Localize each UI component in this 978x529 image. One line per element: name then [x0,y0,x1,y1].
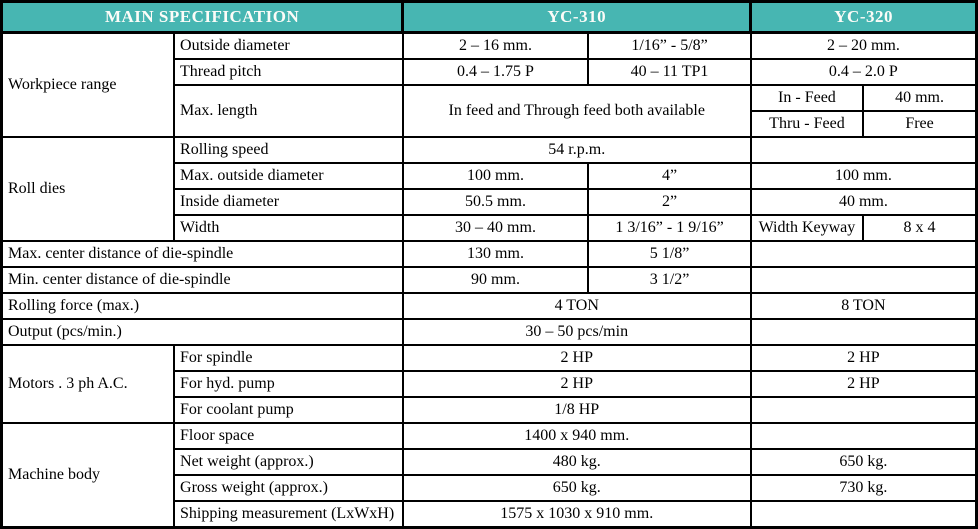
yc310-column-header: YC-310 [403,2,751,33]
table-header-row [2,2,977,33]
outside-diameter-yc310-metric: 2 – 16 mm. [403,33,589,60]
gross-weight-yc310: 650 kg. [403,475,751,501]
max-center-distance-yc310-metric: 130 mm. [403,241,589,267]
max-length-yc320-thrufeed-value: Free [863,111,976,137]
max-length-yc320-infeed-label: In - Feed [751,85,863,111]
thread-pitch-label: Thread pitch [174,59,403,85]
motor-coolant-pump-yc320 [751,397,977,423]
floor-space-yc310: 1400 x 940 mm. [403,423,751,449]
net-weight-yc310: 480 kg. [403,449,751,475]
thread-pitch-yc310-imperial: 40 – 11 TP1 [588,59,750,85]
min-center-distance-yc310-imperial: 3 1/2” [588,267,750,293]
max-center-distance-label: Max. center distance of die-spindle [2,241,403,267]
table-row [2,423,977,449]
max-length-yc320-infeed-value: 40 mm. [863,85,976,111]
motor-coolant-pump-yc310: 1/8 HP [403,397,751,423]
table-row [2,137,977,163]
max-outside-diameter-label: Max. outside diameter [174,163,403,189]
motor-hyd-pump-label: For hyd. pump [174,371,403,397]
thread-pitch-yc310-metric: 0.4 – 1.75 P [403,59,589,85]
shipping-measurement-label: Shipping measurement (LxWxH) [174,501,403,528]
width-yc310-imperial: 1 3/16” - 1 9/16” [588,215,750,241]
rolling-force-yc310: 4 TON [403,293,751,319]
motor-spindle-yc310: 2 HP [403,345,751,371]
max-center-distance-yc310-imperial: 5 1/8” [588,241,750,267]
table-row [2,267,977,293]
motor-spindle-yc320: 2 HP [751,345,977,371]
max-outside-diameter-yc320: 100 mm. [751,163,977,189]
floor-space-yc320 [751,423,977,449]
table-row [2,33,977,60]
width-yc320-keyway-label: Width Keyway [751,215,863,241]
output-yc310: 30 – 50 pcs/min [403,319,751,345]
machine-body-category: Machine body [2,423,175,528]
max-outside-diameter-yc310-metric: 100 mm. [403,163,589,189]
width-yc310-metric: 30 – 40 mm. [403,215,589,241]
inside-diameter-yc320: 40 mm. [751,189,977,215]
shipping-measurement-yc320 [751,501,977,528]
main-specification-header: MAIN SPECIFICATION [2,2,403,33]
motor-hyd-pump-yc310: 2 HP [403,371,751,397]
width-label: Width [174,215,403,241]
floor-space-label: Floor space [174,423,403,449]
max-length-yc310: In feed and Through feed both available [403,85,751,137]
max-length-label: Max. length [174,85,403,137]
rolling-speed-yc310: 54 r.p.m. [403,137,751,163]
gross-weight-yc320: 730 kg. [751,475,977,501]
output-label: Output (pcs/min.) [2,319,403,345]
max-center-distance-yc320 [751,241,977,267]
rolling-speed-yc320 [751,137,977,163]
max-outside-diameter-yc310-imperial: 4” [588,163,750,189]
table-row [2,319,977,345]
outside-diameter-yc320: 2 – 20 mm. [751,33,977,60]
inside-diameter-label: Inside diameter [174,189,403,215]
net-weight-label: Net weight (approx.) [174,449,403,475]
net-weight-yc320: 650 kg. [751,449,977,475]
rolling-force-label: Rolling force (max.) [2,293,403,319]
outside-diameter-label: Outside diameter [174,33,403,60]
rolling-force-yc320: 8 TON [751,293,977,319]
output-yc320 [751,319,977,345]
shipping-measurement-yc310: 1575 x 1030 x 910 mm. [403,501,751,528]
inside-diameter-yc310-metric: 50.5 mm. [403,189,589,215]
yc320-column-header: YC-320 [751,2,977,33]
gross-weight-label: Gross weight (approx.) [174,475,403,501]
outside-diameter-yc310-imperial: 1/16” - 5/8” [588,33,750,60]
rolling-speed-label: Rolling speed [174,137,403,163]
max-length-yc320-thrufeed-label: Thru - Feed [751,111,863,137]
motor-coolant-pump-label: For coolant pump [174,397,403,423]
motor-hyd-pump-yc320: 2 HP [751,371,977,397]
table-row [2,241,977,267]
min-center-distance-label: Min. center distance of die-spindle [2,267,403,293]
table-row [2,345,977,371]
inside-diameter-yc310-imperial: 2” [588,189,750,215]
workpiece-range-category: Workpiece range [2,33,175,138]
min-center-distance-yc310-metric: 90 mm. [403,267,589,293]
min-center-distance-yc320 [751,267,977,293]
roll-dies-category: Roll dies [2,137,175,241]
motor-spindle-label: For spindle [174,345,403,371]
thread-pitch-yc320: 0.4 – 2.0 P [751,59,977,85]
table-row [2,293,977,319]
motors-category: Motors . 3 ph A.C. [2,345,175,423]
width-yc320-keyway-value: 8 x 4 [863,215,976,241]
